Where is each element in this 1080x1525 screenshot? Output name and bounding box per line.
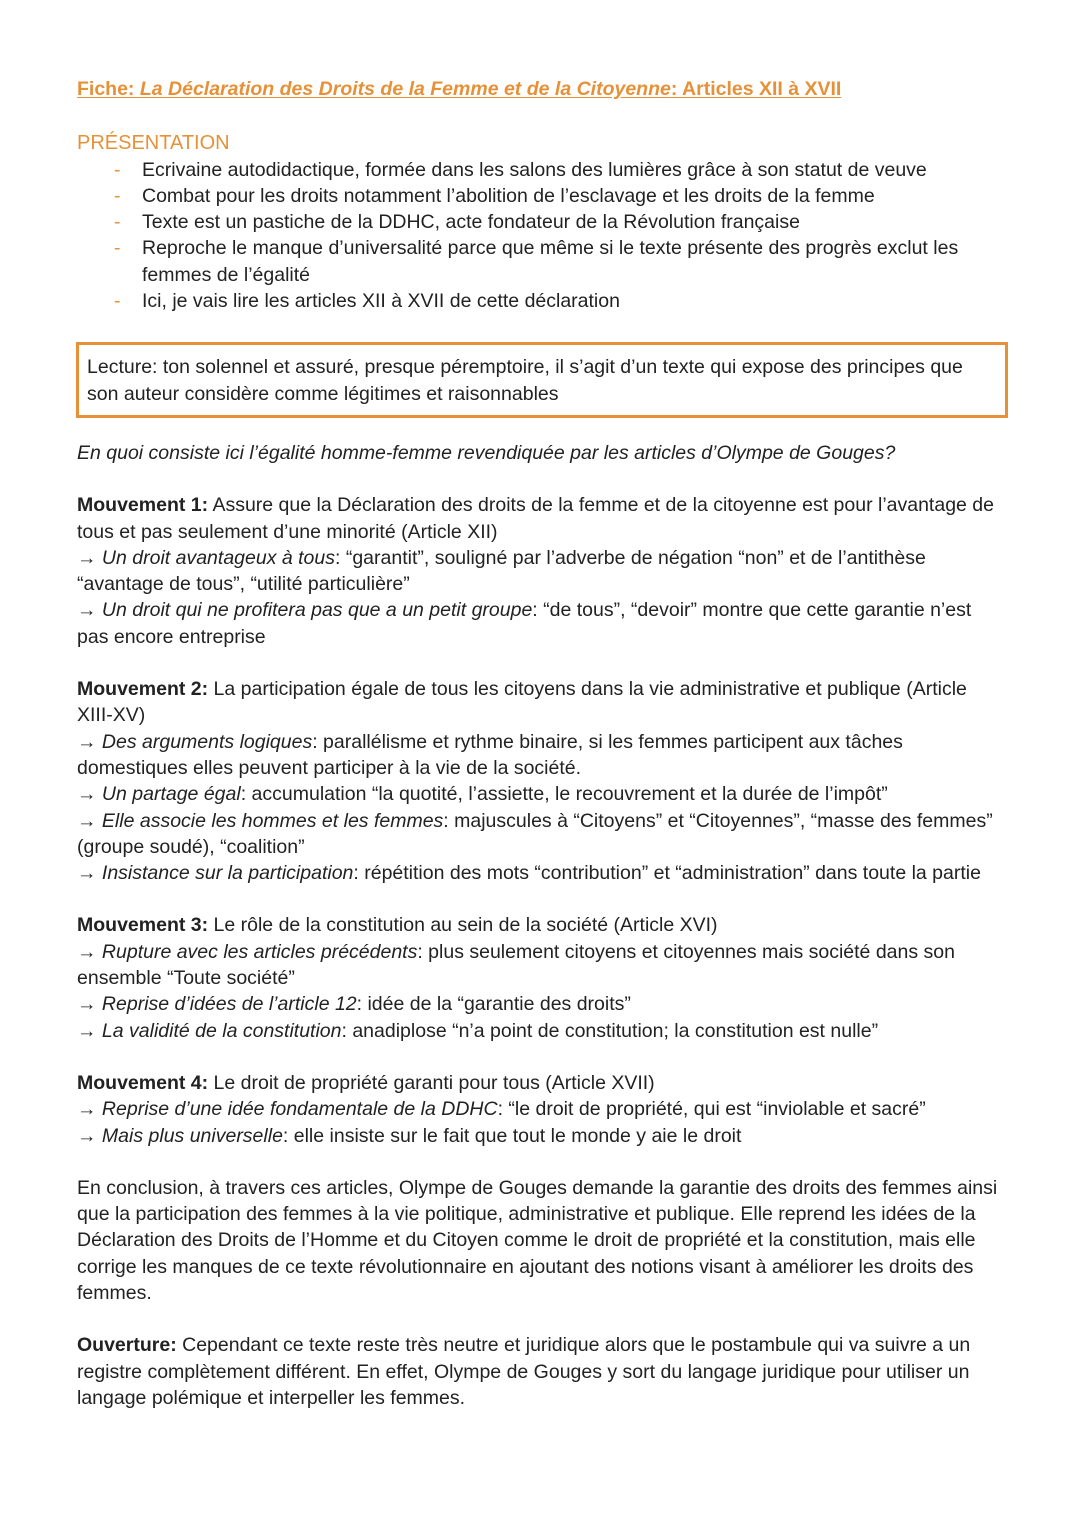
problematic-question: En quoi consiste ici l’égalité homme-femme revendiquée par les articles d’Olympe de Gouges? <box>77 441 896 464</box>
presentation-heading: PRÉSENTATION <box>77 132 230 155</box>
bullet-dash: - <box>114 211 121 234</box>
bullet-dash: - <box>114 290 121 313</box>
arrow-icon: → <box>77 783 97 806</box>
list-item: - Texte est un pastiche de la DDHC, acte fondateur de la Révolution française <box>77 209 1007 235</box>
list-item: → Reprise d’idées de l’article 12: idée de la “garantie des droits” <box>77 993 631 1016</box>
mouvement-text: Assure que la Déclaration des droits de la femme et de la citoyenne est pour l’avantage de tous et pas seulement d’une minorité (Article XII) <box>77 494 994 543</box>
ouverture-text: Cependant ce texte reste très neutre et juridique alors que le postambule qui va suivre a un registre complètement différent. En effet, Olympe de Gouges y sort du langage juridique pour utiliser un langage polémique et interpeller les femmes. <box>77 1334 971 1409</box>
ouverture-label: Ouverture: <box>77 1334 177 1357</box>
mouvement-3 <box>77 912 1007 1043</box>
mouvement-text: La participation égale de tous les citoyens dans la vie administrative et publique (Article XIII-XV) <box>77 678 967 727</box>
list-item: → La validité de la constitution: anadiplose “n’a point de constitution; la constitution est nulle” <box>77 1019 879 1042</box>
document-page <box>77 76 1007 1411</box>
list-item: → Un droit avantageux à tous: “garantit”, souligné par l’adverbe de négation “non” et de l’antithèse “avantage de tous”, “utilité particulière” <box>77 546 926 596</box>
list-item: → Un droit qui ne profitera pas que a un petit groupe: “de tous”, “devoir” montre que cette garantie n’est pas encore entreprise <box>77 599 972 648</box>
document-title <box>77 76 1007 102</box>
mouvement-label: Mouvement 3: <box>77 914 209 937</box>
list-item: - Ecrivaine autodidactique, formée dans les salons des lumières grâce à son statut de veuve <box>77 157 1007 183</box>
list-item: - Combat pour les droits notamment l’abolition de l’esclavage et les droits de la femme <box>77 183 1007 209</box>
mouvement-1 <box>77 492 1007 650</box>
arrow-icon: → <box>77 599 97 622</box>
mouvement-text: Le droit de propriété garanti pour tous (Article XVII) <box>208 1071 655 1094</box>
mouvement-text: Le rôle de la constitution au sein de la société (Article XVI) <box>208 914 718 937</box>
lecture-box: Lecture: ton solennel et assuré, presque péremptoire, il s’agit d’un texte qui expose des principes que son auteur considère comme légitimes et raisonnables <box>76 342 1008 418</box>
title-suffix: : Articles XII à XVII <box>670 78 842 100</box>
conclusion-paragraph: En conclusion, à travers ces articles, Olympe de Gouges demande la garantie des droits des femmes ainsi que la participation des femmes à la vie politique, administrative et publique. Elle reprend les idées de la Déclaration des Droits de l’Homme et du Citoyen comme le droit de propriété et la constitution, mais elle corrige les manques de ce texte révolutionnaire en ajoutant des notions visant à améliorer les droits des femmes. <box>77 1176 998 1304</box>
arrow-icon: → <box>77 940 97 963</box>
arrow-icon: → <box>77 730 97 753</box>
arrow-icon: → <box>77 1019 97 1042</box>
arrow-icon: → <box>77 993 97 1016</box>
mouvement-label: Mouvement 2: <box>77 678 209 701</box>
mouvement-label: Mouvement 1: <box>77 494 209 517</box>
bullet-dash: - <box>114 158 121 181</box>
list-item: → Insistance sur la participation: répétition des mots “contribution” et “administration” dans toute la partie <box>77 862 981 885</box>
list-item: → Rupture avec les articles précédents: plus seulement citoyens et citoyennes mais société dans son ensemble “Toute société” <box>77 940 955 990</box>
arrow-icon: → <box>77 546 97 569</box>
arrow-icon: → <box>77 862 97 885</box>
list-item: → Mais plus universelle: elle insiste sur le fait que tout le monde y aie le droit <box>77 1124 742 1147</box>
bullet-dash: - <box>114 184 121 207</box>
title-prefix: Fiche: <box>77 78 140 100</box>
mouvement-2 <box>77 676 1007 886</box>
title-italic: La Déclaration des Droits de la Femme et de la Citoyenne <box>139 78 671 100</box>
arrow-icon: → <box>77 1124 97 1147</box>
arrow-icon: → <box>77 809 97 832</box>
list-item: → Reprise d’une idée fondamentale de la DDHC: “le droit de propriété, qui est “inviolable et sacré” <box>77 1098 926 1121</box>
mouvement-label: Mouvement 4: <box>77 1071 209 1094</box>
bullet-dash: - <box>114 237 121 260</box>
mouvement-4 <box>77 1070 1007 1149</box>
list-item: - Ici, je vais lire les articles XII à XVII de cette déclaration <box>77 288 1007 314</box>
list-item: - Reproche le manque d’universalité parce que même si le texte présente des progrès exclut les femmes de l’égalité <box>114 237 959 286</box>
presentation-list <box>77 157 1007 315</box>
arrow-icon: → <box>77 1098 97 1121</box>
ouverture-paragraph <box>77 1332 1007 1411</box>
list-item: → Elle associe les hommes et les femmes: majuscules à “Citoyens” et “Citoyennes”, “masse des femmes” (groupe soudé), “coalition” <box>77 809 993 858</box>
list-item: → Des arguments logiques: parallélisme et rythme binaire, si les femmes participent aux tâches domestiques elles peuvent participer à la vie de la société. <box>77 730 903 779</box>
list-item: → Un partage égal: accumulation “la quotité, l’assiette, le recouvrement et la durée de l’impôt” <box>77 783 888 806</box>
